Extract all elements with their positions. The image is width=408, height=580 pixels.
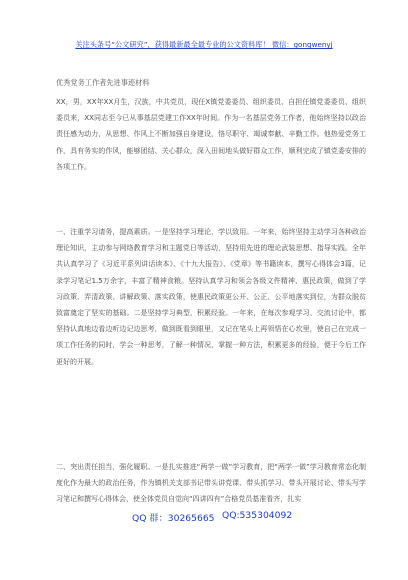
qq-number-text: QQ:535304092 bbox=[222, 510, 293, 521]
qq-group-text: QQ 群：30265665 bbox=[132, 513, 215, 524]
section-one-paragraph: 一、注重学习请务，提高素质。一是坚持学习理论，学以致用。一年来，始终坚持主动学习各种政治理论知识，主动参与网络教育学习和主题党日等活动，坚持用先进的理论武装思想、指导实践。全年共认真学习了《习近平系列讲话读本》、《十九大报告》、《党章》等书籍读本，撰写心得体会3篇，记录学习笔记1.5万余字，丰富了精神食粮。坚持认真学习和领会各级文件精神、惠民政策，做到了学习政策、弄清政策、讲解政策、落实政策，使惠民政策更公开、公正、公平地落实到位，为群众脱贫致富奠定了坚实的基础。二是坚持学习典型，积累经验。一年来，在每次参观学习、交流讨论中，都坚持认真地边看边听边记边思考，做到既看到眼里，又记在笔头上再领悟在心坎里，使自己在完成一项工作任务的同时，学会一种思考，了解一种情况，掌握一种方法，积累更多的经验，便于今后工作更好的开展。 bbox=[56, 228, 366, 366]
intro-paragraph: XX，男，XX年XX月生，汉族，中共党员，现任X镇党委委员、组织委员、自担任镇党委委员、组织委员来，XX同志至今已从事基层党建工作XX年时间。作为一名基层党务工作者，他始终坚持以政治责任感为动力，从思想、作风上不断加强自身建设，恪尽职守、竭诚奉献、辛勤工作。他热爱党务工作，具有务实的作风，能够团结、关心群众，深入田间地头做好群众工作，顺利完成了镇党委安排的各项工作。 bbox=[56, 98, 366, 171]
document-title: 优秀党务工作者先进事迹材料 bbox=[56, 78, 150, 87]
section-two-paragraph: 二、突出责任担当，强化履职。一是扎实推进“两学一做”学习教育，把“两学一做”学习教育常态化制度化作为最大的政治任务，作为镇机关支部书记带头讲党课、带头抓学习、带头开展讨论、带头写学习笔记和撰写心得体会，使全体党员自觉向“四讲四有”合格党员基准看齐，扎实 bbox=[56, 463, 366, 504]
promo-banner-link[interactable]: 关注头条号“公文研究”，获得最新最全最专业的公文资料库！ 微信：gongwenyj bbox=[75, 40, 333, 49]
